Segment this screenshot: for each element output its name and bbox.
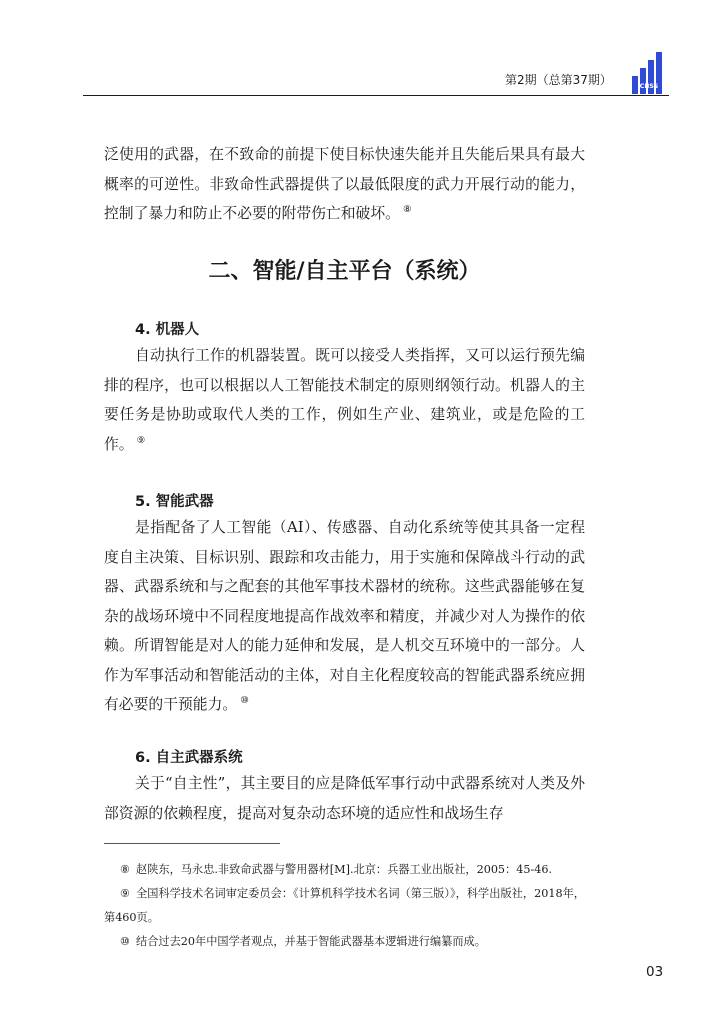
autonomous-weapon-text: 关于“自主性”，其主要目的应是降低军事行动中武器系统对人类及外部资源的依赖程度，提高对复杂动态环境的适应性和战场生存: [104, 775, 585, 822]
autonomous-weapon-heading: 6. 自主武器系统: [135, 750, 243, 766]
autonomous-weapon-paragraph: [104, 769, 585, 828]
robot-heading: 4. 机器人: [135, 322, 200, 338]
footnote-mark: ⑧: [120, 863, 131, 876]
footnote-ref-8: ⑧: [402, 204, 412, 215]
footnote-rule: [104, 843, 280, 844]
footnote-ref-9: ⑨: [136, 434, 146, 446]
issue-label: 第2期（总第37期）: [505, 73, 612, 87]
footnotes: [104, 858, 585, 954]
header-rule: [83, 95, 669, 96]
footnote-8: [104, 858, 585, 882]
logo-text: CIISS: [639, 82, 659, 90]
ciiss-logo: [631, 52, 667, 96]
smart-weapon-heading: 5. 智能武器: [135, 494, 214, 510]
footnote-9: [104, 882, 585, 930]
intro-text: 泛使用的武器，在不致命的前提下使目标快速失能并且失能后果具有最大概率的可逆性。非致命性武器提供了以最低限度的武力开展行动的能力，控制了暴力和防止不必要的附带伤亡和破坏。: [104, 146, 585, 222]
smart-weapon-text: 是指配备了人工智能（AI）、传感器、自动化系统等使其具备一定程度自主决策、目标识别、跟踪和攻击能力，用于实施和保障战斗行动的武器、武器系统和与之配套的其他军事技术器材的统称。这些武器能够在复杂的战场环境中不同程度地提高作战效率和精度，并减少对人为操作的依赖。所谓智能是对人的能力延伸和发展，是人机交互环境中的一部分。人作为军事活动和智能活动的主体，对自主化程度较高的智能武器系统应拥有必要的干预能力。: [104, 519, 585, 713]
robot-text: 自动执行工作的机器装置。既可以接受人类指挥，又可以运行预先编排的程序，也可以根据以人工智能技术制定的原则纲领行动。机器人的主要任务是协助或取代人类的工作，例如生产业、建筑业，或是危险的工作。: [104, 347, 585, 453]
intro-paragraph: [104, 140, 585, 231]
footnote-ref-10: ⑩: [240, 695, 249, 706]
robot-paragraph: [104, 341, 585, 461]
footnote-mark: ⑨: [120, 887, 131, 900]
section-title: 二、智能/自主平台（系统）: [208, 259, 481, 284]
smart-weapon-paragraph: [104, 513, 585, 722]
footnote-text: 全国科学技术名词审定委员会：《计算机科学技术名词（第三版）》，科学出版社，2018年，第460页。: [104, 887, 585, 924]
footnote-text: 结合过去20年中国学者观点，并基于智能武器基本逻辑进行编纂而成。: [136, 935, 486, 948]
footnote-mark: ⑩: [120, 935, 131, 948]
footnote-10: [104, 930, 585, 954]
footnote-text: 赵陕东，马永忠.非致命武器与警用器材[M].北京：兵器工业出版社，2005：45-46.: [136, 863, 553, 876]
page-number: 03: [646, 964, 664, 980]
